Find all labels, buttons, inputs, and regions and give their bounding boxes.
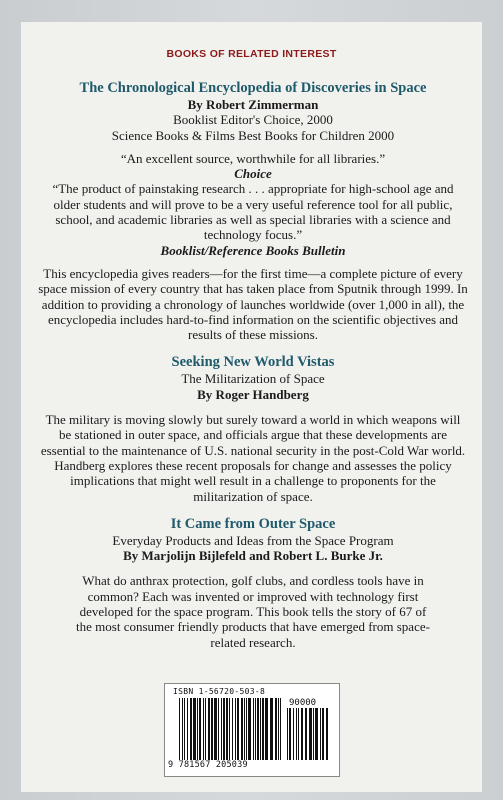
barcode-bar bbox=[190, 698, 192, 760]
isbn-text: ISBN 1-56720-503-8 bbox=[173, 687, 266, 696]
barcode-bar bbox=[193, 698, 196, 760]
barcode-bar bbox=[262, 698, 264, 760]
price-code: 90000 bbox=[289, 698, 317, 708]
review-quote: “An excellent source, worthwhile for all libraries.” bbox=[120, 150, 386, 166]
book-description: The military is moving slowly but surely toward a world in which weapons will be stationed in outer space, and officials argue that these developments are essential to the maintenance of U.S. national security in the post-Cold War world. Handberg explores these recent proposals for change and assesses the policy implications that might well result in a challenge to proponents for the militarization of space. bbox=[40, 412, 466, 504]
barcode-bar bbox=[289, 708, 291, 760]
barcode-bar bbox=[235, 698, 236, 760]
barcode-bar bbox=[244, 698, 245, 760]
barcode-bar bbox=[322, 708, 324, 760]
book-entry-2 bbox=[38, 354, 468, 503]
barcode-bar bbox=[309, 708, 312, 760]
book-author: By Robert Zimmerman bbox=[187, 97, 319, 112]
barcode bbox=[164, 683, 340, 777]
barcode-bar bbox=[187, 698, 188, 760]
barcode-bar bbox=[257, 698, 259, 760]
barcode-bar bbox=[223, 698, 225, 760]
barcode-bar bbox=[226, 698, 228, 760]
barcode-bar bbox=[278, 698, 279, 760]
book-entry-1 bbox=[38, 80, 468, 342]
book-entry-3 bbox=[38, 516, 468, 650]
review-source: Choice bbox=[234, 166, 272, 182]
book-list bbox=[38, 80, 468, 650]
book-author: By Roger Handberg bbox=[197, 386, 309, 402]
ean-number: 9 781567 205039 bbox=[168, 760, 248, 770]
barcode-bar bbox=[199, 698, 201, 760]
barcode-bar bbox=[260, 698, 261, 760]
barcode-bar bbox=[293, 708, 294, 760]
barcode-bar bbox=[298, 708, 299, 760]
barcode-bar bbox=[182, 698, 183, 760]
barcode-bar bbox=[248, 698, 251, 760]
barcode-bar bbox=[184, 698, 185, 760]
book-subtitle: The Militarization of Space bbox=[181, 371, 325, 387]
barcode-bar bbox=[287, 708, 288, 760]
barcode-bar bbox=[320, 708, 321, 760]
book-subtitle: Everyday Products and Ideas from the Space Program bbox=[112, 532, 394, 548]
barcode-bar bbox=[305, 708, 307, 760]
ean-bars bbox=[179, 698, 283, 760]
barcode-bar bbox=[229, 698, 230, 760]
barcode-bar bbox=[265, 698, 268, 760]
book-award: Booklist Editor's Choice, 2000 bbox=[173, 112, 333, 128]
barcode-bar bbox=[203, 698, 204, 760]
barcode-bar bbox=[296, 708, 297, 760]
book-title: It Came from Outer Space bbox=[170, 515, 336, 532]
barcode-bar bbox=[232, 698, 233, 760]
barcode-bar bbox=[237, 698, 239, 760]
barcode-bar bbox=[270, 698, 273, 760]
book-title: The Chronological Encyclopedia of Discoveries in Space bbox=[79, 80, 427, 96]
barcode-bar bbox=[179, 698, 180, 760]
barcode-bar bbox=[241, 698, 243, 760]
barcode-bar bbox=[315, 708, 318, 760]
barcode-bar bbox=[221, 698, 222, 760]
barcode-bar bbox=[246, 698, 247, 760]
price-bars bbox=[287, 708, 329, 760]
barcode-bar bbox=[275, 698, 277, 760]
book-title: Seeking New World Vistas bbox=[171, 354, 335, 371]
barcode-bar bbox=[197, 698, 198, 760]
barcode-bar bbox=[211, 698, 213, 760]
barcode-bar bbox=[313, 708, 314, 760]
section-header: BOOKS OF RELATED INTEREST bbox=[166, 48, 337, 60]
barcode-bar bbox=[280, 698, 281, 760]
book-author: By Marjolijn Bijlefeld and Robert L. Burke Jr. bbox=[123, 548, 383, 564]
book-description: What do anthrax protection, golf clubs, and cordless tools have in common? Each was invented or improved with technology first developed for the space program. This book tells the story of 67 of the most consumer friendly products that have emerged from space-related research. bbox=[76, 573, 430, 650]
review-source: Booklist/Reference Books Bulletin bbox=[160, 242, 346, 258]
barcode-bar bbox=[301, 708, 303, 760]
book-description: This encyclopedia gives readers—for the first time—a complete picture of every space mission of every country that has taken place from Sputnik through 1999. In addition to providing a chronology of launches worldwide (over 1,000 in all), the encyclopedia includes hard-to-find information on the scientific objectives and results of these missions. bbox=[38, 265, 468, 343]
barcode-bar bbox=[326, 708, 328, 760]
barcode-bar bbox=[205, 698, 206, 760]
barcode-bar bbox=[218, 698, 219, 760]
barcode-bar bbox=[208, 698, 210, 760]
barcode-bar bbox=[214, 698, 217, 760]
review-quote: “The product of painstaking research . . . appropriate for high-school age and older students and will prove to be a very useful reference tool for all public, school, and academic libraries as well as special libraries with a science and technology focus.” bbox=[52, 181, 454, 243]
barcode-bar bbox=[255, 698, 256, 760]
barcode-bar bbox=[253, 698, 254, 760]
book-award: Science Books & Films Best Books for Children 2000 bbox=[111, 127, 395, 143]
